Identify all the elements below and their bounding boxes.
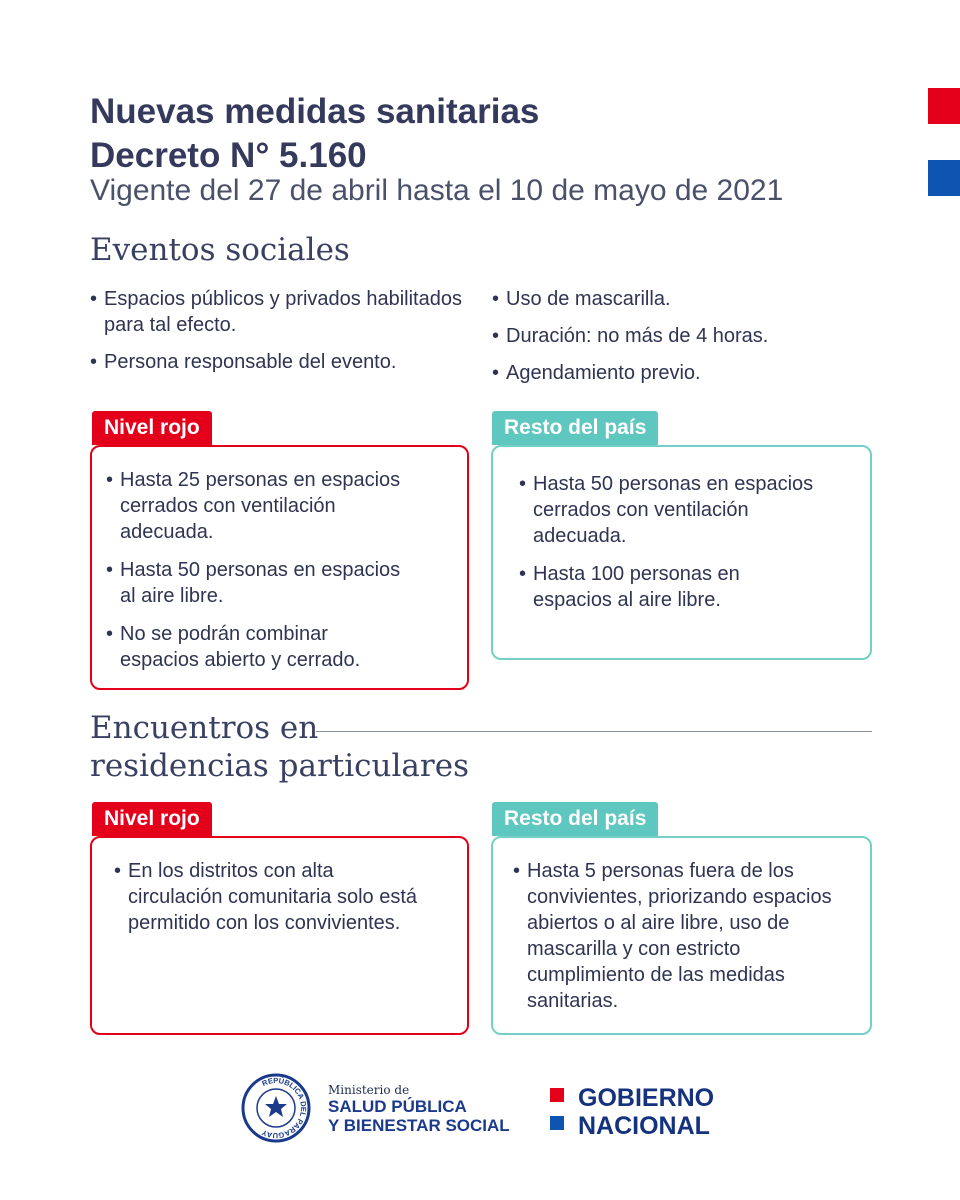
encuentros-rojo-list xyxy=(92,838,440,936)
list-item: • En los distritos con alta circulación comunitaria solo está permitido con los convivientes. xyxy=(114,858,424,936)
ministry-prefix: Ministerio de xyxy=(328,1083,410,1097)
section-encuentros-heading xyxy=(90,709,469,785)
ministry-line-1: SALUD PÚBLICA xyxy=(328,1097,467,1116)
list-item: • Hasta 25 personas en espacios cerrados con ventilación adecuada. xyxy=(106,467,406,545)
seal-text: REPÚBLICA DEL PARAGUAY xyxy=(260,1075,309,1141)
gobierno-text xyxy=(578,1084,714,1140)
validity-subtitle: Vigente del 27 de abril hasta el 10 de mayo de 2021 xyxy=(90,174,784,207)
list-item: • Persona responsable del evento. xyxy=(90,349,470,375)
encuentros-nivel-rojo-tag: Nivel rojo xyxy=(92,802,212,836)
ministry-logo-text xyxy=(328,1083,510,1135)
eventos-left-list xyxy=(90,286,470,386)
title-line-2: Decreto N° 5.160 xyxy=(90,136,367,175)
eventos-resto-pais-tag: Resto del país xyxy=(492,411,658,445)
national-seal-logo xyxy=(241,1073,311,1143)
encuentros-heading-line-1: Encuentros en xyxy=(90,710,319,746)
list-item: • No se podrán combinar espacios abierto y cerrado. xyxy=(106,621,406,673)
gobierno-line-2: NACIONAL xyxy=(578,1112,710,1140)
list-item: • Duración: no más de 4 horas. xyxy=(492,323,872,349)
encuentros-resto-pais-box xyxy=(491,836,872,1035)
list-item: • Agendamiento previo. xyxy=(492,360,872,386)
list-item: • Hasta 50 personas en espacios al aire libre. xyxy=(106,557,406,609)
list-item: • Hasta 5 personas fuera de los convivientes, priorizando espacios abiertos o al aire libre, uso de mascarilla y con estricto cumplimiento de las medidas sanitarias. xyxy=(513,858,833,1014)
encuentros-nivel-rojo-box xyxy=(90,836,469,1035)
eventos-right-list xyxy=(492,286,872,397)
seal-icon xyxy=(241,1073,311,1143)
list-item: • Uso de mascarilla. xyxy=(492,286,872,312)
eventos-resto-list xyxy=(493,447,835,613)
encuentros-resto-list xyxy=(493,838,849,1014)
eventos-resto-pais-box xyxy=(491,445,872,660)
encuentros-resto-pais-tag: Resto del país xyxy=(492,802,658,836)
flag-blue-square xyxy=(928,160,960,196)
list-item: • Hasta 100 personas en espacios al aire libre. xyxy=(519,561,819,613)
list-item: • Espacios públicos y privados habilitados para tal efecto. xyxy=(90,286,470,338)
list-item: • Hasta 50 personas en espacios cerrados con ventilación adecuada. xyxy=(519,471,819,549)
eventos-nivel-rojo-box xyxy=(90,445,469,690)
eventos-nivel-rojo-tag: Nivel rojo xyxy=(92,411,212,445)
logo-blue-square xyxy=(550,1116,564,1130)
title-line-1: Nuevas medidas sanitarias xyxy=(90,92,540,131)
page-title xyxy=(90,90,539,178)
section-divider xyxy=(316,731,872,732)
section-eventos-heading: Eventos sociales xyxy=(90,232,350,268)
logo-red-square xyxy=(550,1088,564,1102)
ministry-line-2: Y BIENESTAR SOCIAL xyxy=(328,1116,510,1135)
gobierno-line-1: GOBIERNO xyxy=(578,1084,715,1112)
encuentros-heading-line-2: residencias particulares xyxy=(90,748,469,784)
flag-red-square xyxy=(928,88,960,124)
eventos-rojo-list xyxy=(92,447,422,673)
